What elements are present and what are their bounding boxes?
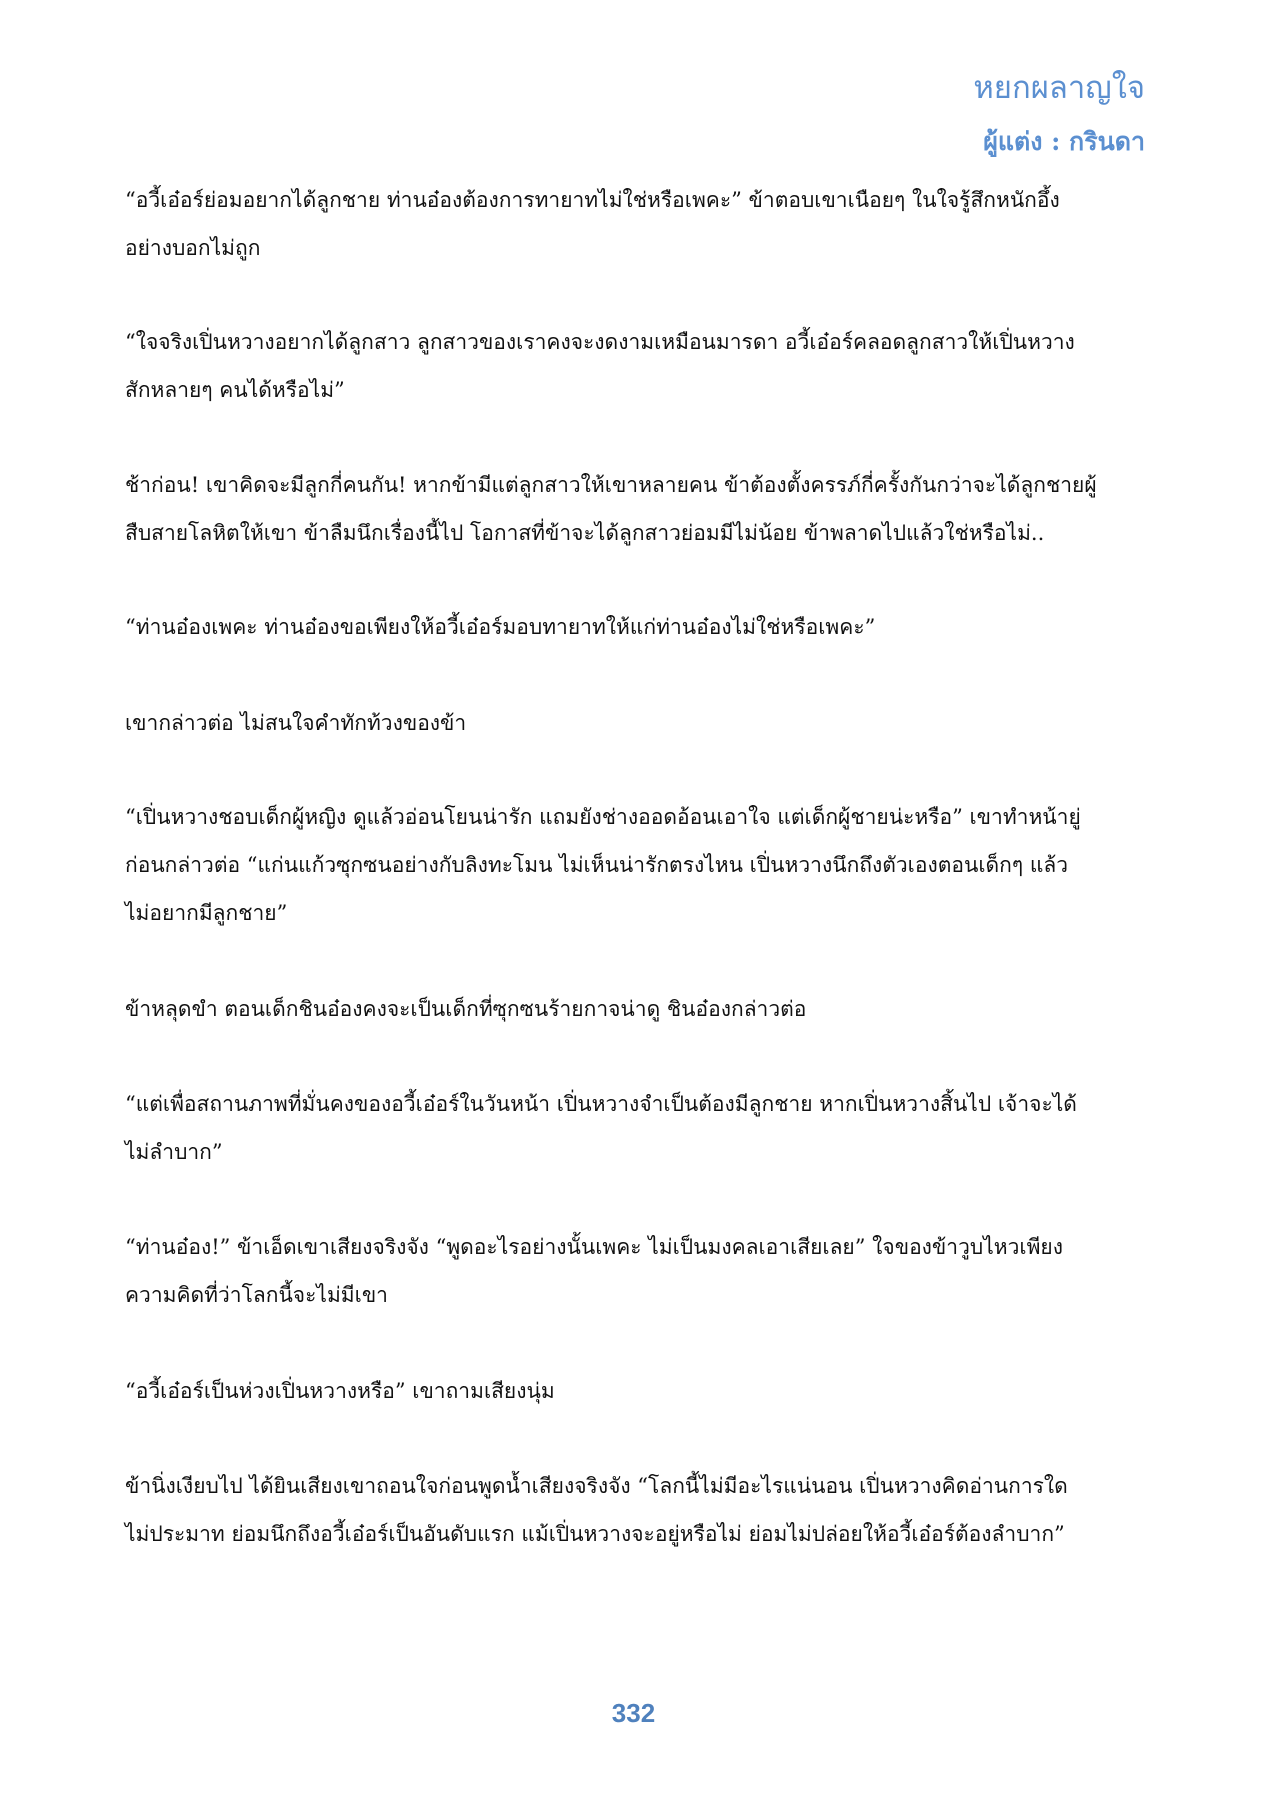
text-line: “ท่านอ๋อง!” ข้าเอ็ดเขาเสียงจริงจัง “พูดอะไรอย่างนั้นเพคะ ไม่เป็นมงคลเอาเสียเลย” ใจของข้าวูบไหวเพียง <box>125 1235 1063 1259</box>
text-line: สักหลายๆ คนได้หรือไม่” <box>125 378 345 402</box>
book-author: ผู้แต่ง : กรินดา <box>983 127 1145 156</box>
text-line: ก่อนกล่าวต่อ “แก่นแก้วซุกซนอย่างกับลิงทะโมน ไม่เห็นน่ารักตรงไหน เปิ่นหวางนึกถึงตัวเองตอนเด็กๆ แล้ว <box>125 853 1069 877</box>
text-line: ข้านิ่งเงียบไป ได้ยินเสียงเขาถอนใจก่อนพูดน้ำเสียงจริงจัง “โลกนี้ไม่มีอะไรแน่นอน เปิ่นหวางคิดอ่านการใด <box>125 1474 1068 1498</box>
paragraph <box>125 176 1155 272</box>
text-line: เขากล่าวต่อ ไม่สนใจคำทักท้วงของข้า <box>125 711 467 735</box>
text-line: ไม่ลำบาก” <box>125 1140 223 1164</box>
text-line: “ท่านอ๋องเพคะ ท่านอ๋องขอเพียงให้อวี้เอ๋อร์มอบทายาทให้แก่ท่านอ๋องไม่ใช่หรือเพคะ” <box>125 615 876 639</box>
paragraph <box>125 985 1155 1033</box>
paragraph <box>125 603 1155 651</box>
text-line: ไม่ประมาท ย่อมนึกถึงอวี้เอ๋อร์เป็นอันดับแรก แม้เปิ่นหวางจะอยู่หรือไม่ ย่อมไม่ปล่อยให้อวี้เอ๋อร์ต้องลำบาก” <box>125 1522 1065 1546</box>
text-line: ความคิดที่ว่าโลกนี้จะไม่มีเขา <box>125 1283 388 1307</box>
text-line: “แต่เพื่อสถานภาพที่มั่นคงของอวี้เอ๋อร์ในวันหน้า เปิ่นหวางจำเป็นต้องมีลูกชาย หากเปิ่นหวางสิ้นไป เจ้าจะได้ <box>125 1092 1077 1116</box>
text-line: สืบสายโลหิตให้เขา ข้าลืมนึกเรื่องนี้ไป โอกาสที่ข้าจะได้ลูกสาวย่อมมีไม่น้อย ข้าพลาดไปแล้วใช่หรือไม่.. <box>125 521 1045 545</box>
text-line: “ใจจริงเปิ่นหวางอยากได้ลูกสาว ลูกสาวของเราคงจะงดงามเหมือนมารดา อวี้เอ๋อร์คลอดลูกสาวให้เปิ่นหวาง <box>125 330 1075 354</box>
paragraph <box>125 1462 1155 1558</box>
paragraph <box>125 461 1155 557</box>
paragraph <box>125 793 1155 937</box>
page-number: 332 <box>611 1698 656 1728</box>
text-line: อย่างบอกไม่ถูก <box>125 236 261 260</box>
book-title: หยกผลาญใจ <box>973 70 1145 106</box>
text-line: “เปิ่นหวางชอบเด็กผู้หญิง ดูแล้วอ่อนโยนน่ารัก แถมยังช่างออดอ้อนเอาใจ แต่เด็กผู้ชายน่ะหรือ” เขาทำหน้ายู่ <box>125 805 1081 829</box>
paragraph <box>125 1367 1155 1415</box>
paragraph <box>125 1223 1155 1319</box>
text-line: ช้าก่อน! เขาคิดจะมีลูกกี่คนกัน! หากข้ามีแต่ลูกสาวให้เขาหลายคน ข้าต้องตั้งครรภ์กี่ครั้งกันกว่าจะได้ลูกชายผู้ <box>125 473 1097 497</box>
text-line: ข้าหลุดขำ ตอนเด็กชินอ๋องคงจะเป็นเด็กที่ซุกซนร้ายกาจน่าดู ชินอ๋องกล่าวต่อ <box>125 997 807 1021</box>
text-line: “อวี้เอ๋อร์เป็นห่วงเปิ่นหวางหรือ” เขาถามเสียงนุ่ม <box>125 1379 555 1403</box>
paragraph <box>125 318 1155 414</box>
text-line: ไม่อยากมีลูกชาย” <box>125 901 288 925</box>
paragraph <box>125 699 1155 747</box>
text-line: “อวี้เอ๋อร์ย่อมอยากได้ลูกชาย ท่านอ๋องต้องการทายาทไม่ใช่หรือเพคะ” ข้าตอบเขาเนือยๆ ในใจรู้สึกหนักอึ้ง <box>125 188 1060 212</box>
paragraph <box>125 1080 1155 1176</box>
